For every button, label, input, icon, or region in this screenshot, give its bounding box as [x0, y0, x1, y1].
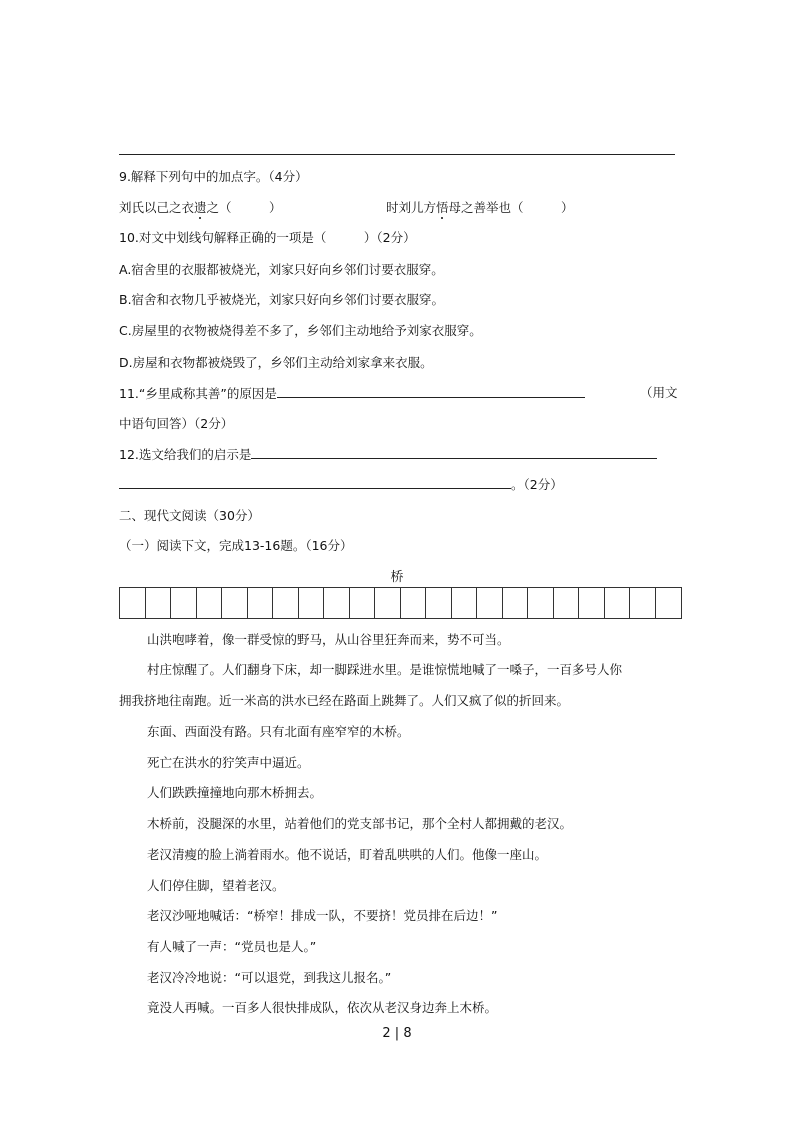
story-paragraph: 拥我挤地往南跑。近一米高的洪水已经在路面上跳舞了。人们又疯了似的折回来。 [119, 693, 570, 708]
grid-cell[interactable] [579, 588, 605, 618]
q12-line2: 。（2分） [119, 476, 563, 493]
answer-blank[interactable] [119, 476, 511, 489]
story-paragraph: 老汉清瘦的脸上淌着雨水。他不说话，盯着乱哄哄的人们。他像一座山。 [147, 847, 548, 862]
q10-option-d: D.房屋和衣物都被烧毁了，乡邻们主动给刘家拿来衣服。 [119, 355, 433, 370]
answer-blank[interactable] [251, 446, 657, 459]
story-paragraph: 人们跌跌撞撞地向那木桥拥去。 [147, 785, 323, 800]
story-title: 桥 [390, 570, 404, 585]
story-paragraph: 竟没人再喊。一百多人很快排成队，依次从老汉身边奔上木桥。 [147, 1000, 498, 1015]
grid-cell[interactable] [248, 588, 274, 618]
q10-option-c: C.房屋里的衣物被烧得差不多了，乡邻们主动地给予刘家衣服穿。 [119, 323, 482, 338]
story-paragraph: 有人喊了一声：“党员也是人。” [147, 939, 317, 954]
q10-title: 10.对文中划线句解释正确的一项是（ ）（2分） [119, 230, 416, 245]
page-number: 2 | 8 [382, 1026, 412, 1041]
grid-cell[interactable] [299, 588, 325, 618]
answer-blank[interactable] [277, 385, 585, 398]
q11-line2: 中语句回答）（2分） [119, 416, 234, 431]
story-paragraph: 东面、西面没有路。只有北面有座窄窄的木桥。 [147, 724, 410, 739]
story-paragraph: 死亡在洪水的狞笑声中逼近。 [147, 755, 310, 770]
grid-cell[interactable] [554, 588, 580, 618]
grid-cell[interactable] [146, 588, 172, 618]
grid-cell[interactable] [656, 588, 682, 618]
writing-grid [119, 587, 682, 619]
q10-option-a: A.宿舍里的衣服都被烧光，刘家只好向乡邻们讨要衣服穿。 [119, 262, 444, 277]
grid-cell[interactable] [426, 588, 452, 618]
grid-cell[interactable] [350, 588, 376, 618]
story-paragraph: 人们停住脚，望着老汉。 [147, 878, 285, 893]
grid-cell[interactable] [375, 588, 401, 618]
q11-line: 11.“乡里咸称其善”的原因是 [119, 385, 585, 402]
section-subheading: （一）阅读下文，完成13-16题。（16分） [119, 538, 353, 553]
grid-cell[interactable] [605, 588, 631, 618]
q12-line: 12.选文给我们的启示是 [119, 446, 657, 463]
q9-title: 9.解释下列句中的加点字。（4分） [119, 169, 308, 184]
q9-item-a: 刘氏以己之衣遗之（ ） [119, 200, 282, 215]
grid-cell[interactable] [171, 588, 197, 618]
dotted-char: 遗 [194, 200, 207, 215]
q9-item-b: 时刘儿方悟母之善举也（ ） [386, 200, 574, 215]
grid-cell[interactable] [528, 588, 554, 618]
grid-cell[interactable] [503, 588, 529, 618]
grid-cell[interactable] [120, 588, 146, 618]
grid-cell[interactable] [324, 588, 350, 618]
q10-option-b: B.宿舍和衣物几乎被烧光，刘家只好向乡邻们讨要衣服穿。 [119, 292, 445, 307]
story-paragraph: 老汉冷冷地说：“可以退党，到我这儿报名。” [147, 970, 392, 985]
grid-cell[interactable] [477, 588, 503, 618]
story-paragraph: 木桥前，没腿深的水里，站着他们的党支部书记，那个全村人都拥戴的老汉。 [147, 816, 573, 831]
top-rule [119, 154, 675, 155]
grid-cell[interactable] [197, 588, 223, 618]
q11-tail: （用文 [640, 385, 678, 400]
story-paragraph: 山洪咆哮着，像一群受惊的野马，从山谷里狂奔而来，势不可当。 [147, 632, 510, 647]
grid-cell[interactable] [401, 588, 427, 618]
story-paragraph: 村庄惊醒了。人们翻身下床，却一脚踩进水里。是谁惊慌地喊了一嗓子，一百多号人你 [147, 662, 623, 677]
story-paragraph: 老汉沙哑地喊话：“桥窄！排成一队，不要挤！党员排在后边！” [147, 908, 498, 923]
grid-cell[interactable] [222, 588, 248, 618]
grid-cell[interactable] [273, 588, 299, 618]
dotted-char: 悟 [436, 200, 449, 215]
section-heading: 二、现代文阅读（30分） [119, 508, 260, 523]
grid-cell[interactable] [452, 588, 478, 618]
grid-cell[interactable] [630, 588, 656, 618]
